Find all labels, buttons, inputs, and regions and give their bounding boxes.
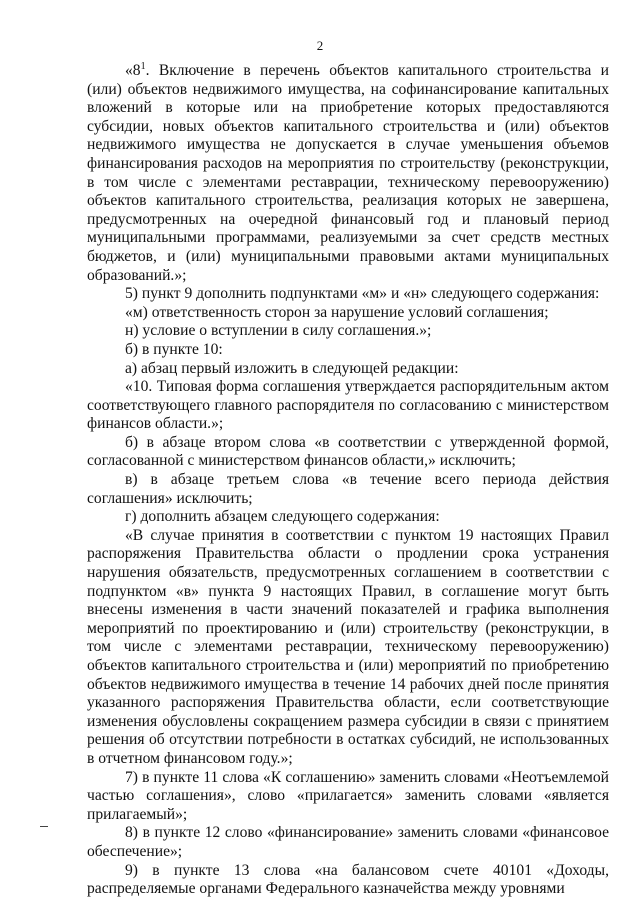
margin-mark (40, 826, 48, 827)
paragraph-8-1-superscript: 1 (140, 60, 146, 72)
paragraph: 5) пункт 9 дополнить подпунктами «м» и «н» следующего содержания: (125, 285, 600, 303)
paragraph-8-1-text: . Включение в перечень объектов капитального строительства и (или) объектов недвижимого имущества, на софинансирование капитальных вложений в которые или на приобретение которых предоставляются субсидии, новых объектов капитального строительства и (или) объектов недвижимого имущества не допускается в случае уменьшения объемов финансирования расходов на мероприятия по строительству (реконструкции, в том числе с элементами реставрации, техническому перевооружению) объектов капитального строительства, реализация которых не завершена, предусмотренных на очередной финансовый год и плановый период муниципальными программами, реализуемыми за счет средств местных бюджетов, и (или) муниципальными правовыми актами муниципальных образований.»; (87, 62, 609, 284)
paragraph: «м) ответственность сторон за нарушение условий соглашения; (125, 303, 549, 321)
paragraph: а) абзац первый изложить в следующей редакции: (125, 359, 459, 377)
paragraph: «В случае принятия в соответствии с пунктом 19 настоящих Правил распоряжения Правительства области о продлении срока устранения нарушения обязательств, предусмотренных соглашением в соответствии с подпунктом «в» пункта 9 настоящих Правил, в соглашение могут быть внесены изменения в части значений показателей и графика выполнения мероприятий по проектированию и (или) строительству (реконструкции, в том числе с элементами реставрации, техническому перевооружению) объектов капитального строительства и (или) мероприятий по приобретению объектов недвижимого имущества в течение 14 рабочих дней после принятия указанного распоряжения Правительства области, если соответствующие изменения обусловлены сокращением размера субсидии в связи с принятием решения об отсутствии потребности в остатках субсидий, не использованных в отчетном финансовом году.»; (87, 526, 609, 767)
paragraph: в) в абзаце третьем слова «в течение всего периода действия соглашения» исключить; (87, 471, 609, 507)
paragraph: 9) в пункте 13 слова «на балансовом счете 40101 «Доходы, распределяемые органами Федерального казначейства между уровнями (87, 861, 609, 898)
paragraph: г) дополнить абзацем следующего содержания: (125, 508, 440, 526)
paragraph: 7) в пункте 11 слова «К соглашению» заменить словами «Неотъемлемой частью соглашения», слово «прилагается» заменить словами «является прилагаемый»; (87, 768, 609, 823)
document-body (87, 62, 609, 899)
paragraph-8-1-prefix: «8 (125, 62, 141, 79)
paragraph: «10. Типовая форма соглашения утверждается распорядительным актом соответствующего главного распорядителя по согласованию с министерством финансов области.»; (87, 378, 609, 433)
paragraph: б) в абзаце втором слова «в соответствии с утвержденной формой, согласованной с министерством финансов области,» исключить; (87, 433, 609, 470)
paragraph: б) в пункте 10: (125, 340, 223, 358)
paragraph: 8) в пункте 12 слово «финансирование» заменить словами «финансовое обеспечение»; (87, 824, 609, 860)
paragraph: н) условие о вступлении в силу соглашения.»; (125, 322, 432, 340)
paragraph-8-1 (87, 62, 609, 285)
page-number: 2 (316, 38, 324, 53)
